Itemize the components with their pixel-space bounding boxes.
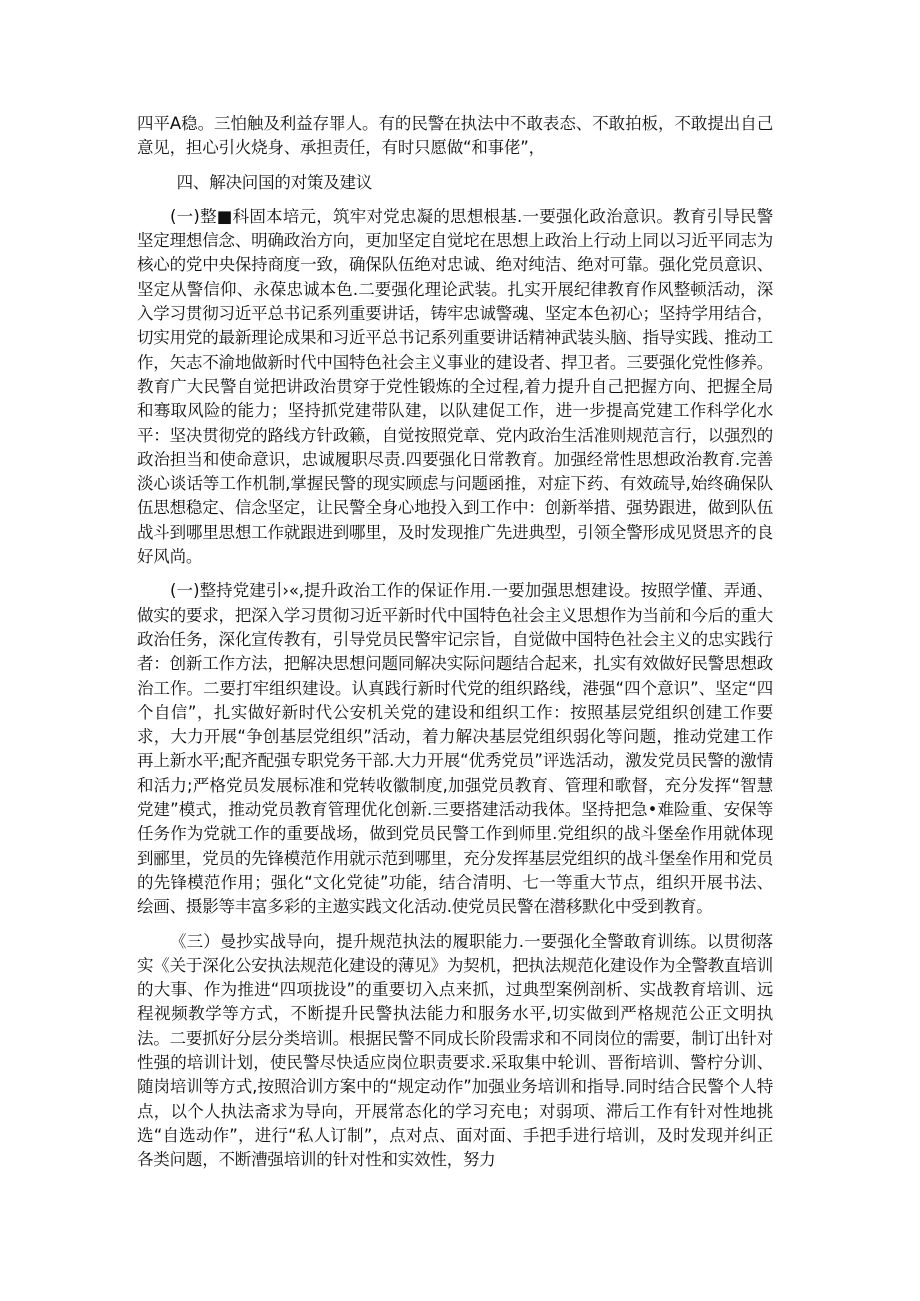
paragraph-3: 《三）曼抄实战导向，提升规范执法的履职能力.一要强化全警敢育训练。以贯彻落实《关于深化公安执法规范化建设的薄见》为契机，把执法规范化建设作为全警教直培训的大事、作为推进“四项拢设”的重要切入点来抓，过典型案例剖析、实战教育培训、远程视频教学等方式，不断提升民警执法能力和服务水平,切实做到严格规范公正文明执法。二要抓好分层分类培训。根据民警不同成长阶段需求和不同岗位的需要，制订出针对性强的培训计划，使民警尽快适应岗位职责要求.采取集中轮训、晋衔培训、警柠分训、随岗培训等方式,按照洽训方案中的“规定动作”加强业务培训和指导.同时结合民警个人特点，以个人执法斋求为导向，开展常态化的学习充电；对弱项、滞后工作有针对性地挑选“自选动作”，进行“私人订制”，点对点、面对面、手把手进行培训，及时发现并纠正各类问题，不断漕强培训的针对性和实效性，努力 — [137, 931, 773, 1170]
document-body — [137, 112, 773, 1172]
paragraph-continuation: 四平A稳。三怕触及利益存罪人。有的民警在执法中不敢表态、不敢拍板，不敢提出自己意见，担心引火烧身、承担责任，有时只愿做“和事佬”， — [137, 114, 773, 158]
section-heading: 四、解决问国的对策及建议 — [176, 172, 373, 192]
paragraph-2: (一)整持党建引›«,提升政治工作的保证作用.一要加强思想建设。按照学懂、弄通、做实的要求，把深入学习贯彻习近平新时代中国特色社会主义思想作为当前和今后的重大政治任务，深化宣传教有，引导党员民警牢记宗旨，自觉做中国特色社会主义的忠实践行者：创新工作方法，把解决思想问题同解决实际问题结合起来，扎实有效做好民警思想政治工作。二要打牢组织建设。认真践行新时代党的组织路线，港强“四个意识”、坚定“四个自信”，扎实做好新时代公安机关党的建设和组织工作：按照基层党组织创建工作要求，大力开展“争创基层党组织”活动，着力解决基层党组织弱化等问题，推动党建工作再上新水平;配齐配强专职党务干部.大力开展“优秀党员”评选活动，激发党员民警的激情和活力;严格党员发展标准和党转收徽制度,加强党员教育、管理和歌督，充分发挥“智慧党建”模式，推动党员教育管理优化创新.三要搭建活动我体。坚持把急•难险重、安保等任务作为党就工作的重要战场，做到党员民警工作到师里.党组织的战斗堡垒作用就体现到郦里，党员的先锋模范作用就示范到哪里，充分发挥基层党组织的战斗堡垒作用和党员的先锋模范作用；强化“文化党徒”功能，结合清明、七一等重大节点，组织开展书法、绘画、摄影等丰富多彩的主遨实践文化活动.使党员民警在潜移默化中受到教育。 — [137, 581, 773, 917]
paragraph-1: (一)整■科固本培元，筑牢对党忠凝的思想根基.一要强化政治意识。教育引导民警坚定理想信念、明确政治方向，更加坚定自觉坨在思想上政治上行动上同以习近平同志为核心的党中央保持商度一致，确保队伍绝对忠诚、绝对纯洁、绝对可靠。强化党员意识、坚定从警信仰、永葆忠诚本色.二要强化理论武装。扎实开展纪律教育作风整顿活动，深入学习贯彻习近平总书记系列重要讲话，铸牢忠诚警魂、坚定本色初心；坚持学用结合，切实用党的最新理论成果和习近平总书记系列重要讲话精神武装头脑、指导实践、推动工作，矢志不渝地做新时代中国特色社会主义事业的建设者、捍卫者。三要强化党性修养。教育广大民警自觉把讲政治贯穿于党性锻炼的全过程,着力提升自己把握方向、把握全局和骞取风险的能力；坚持抓党建带队建，以队建促工作，进一步提高党建工作科学化水平：坚决贯彻党的路线方针政籁，自觉按照党章、党内政治生活准则规范言行，以强烈的政治担当和使命意识，忠诚履职尽责.四要强化日常教育。加强经常性思想政治教育.完善淡心谈话等工作机制,掌握民警的现实顾虑与问题函推，对症下药、有效疏导,始终确保队伍思想稳定、信念坚定，让民警全身心地投入到工作中：创新举措、强势跟进，做到队伍战斗到哪里思想工作就跟进到哪里，及时发现推广先进典型，引领全警形成见贤思齐的良好风尚。 — [137, 206, 773, 567]
